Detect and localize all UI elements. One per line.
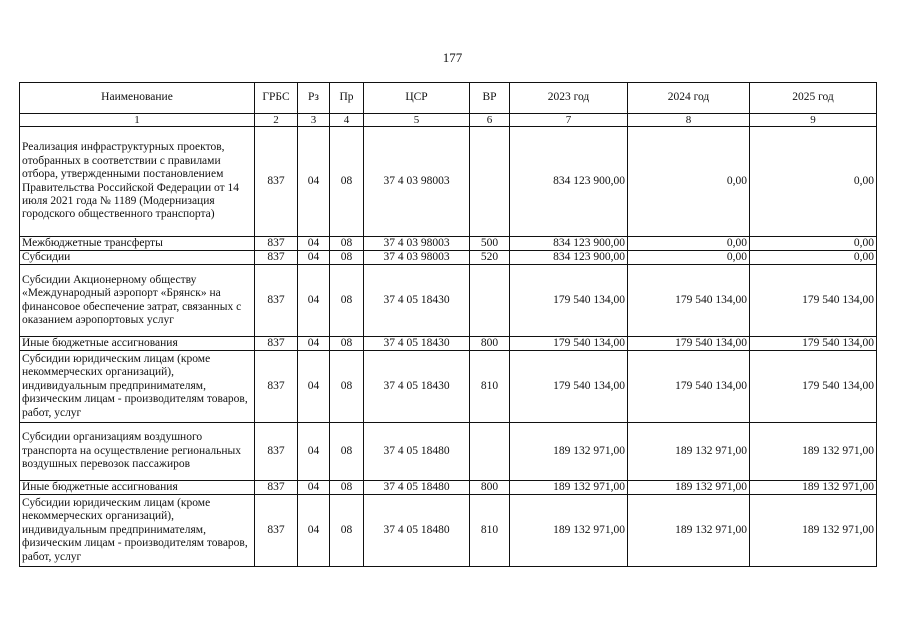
row-csr: 37 4 05 18480: [364, 495, 470, 567]
row-csr: 37 4 05 18480: [364, 481, 470, 495]
row-pr: 08: [330, 495, 364, 567]
row-pr: 08: [330, 481, 364, 495]
table-row: [20, 495, 877, 567]
table-row: [20, 351, 877, 423]
row-pr: 08: [330, 127, 364, 237]
row-name: Субсидии юридическим лицам (кроме некоммерческих организаций), индивидуальным предпринимателям, физическим лицам - производителям товаров, работ, услуг: [20, 495, 255, 567]
row-2024: 0,00: [628, 127, 750, 237]
table-row: [20, 127, 877, 237]
row-2025: 179 540 134,00: [750, 351, 877, 423]
row-vr: 810: [470, 495, 510, 567]
column-number: 4: [330, 114, 364, 127]
row-2024: 189 132 971,00: [628, 495, 750, 567]
row-grbs: 837: [255, 351, 298, 423]
row-rz: 04: [298, 423, 330, 481]
row-2024: 0,00: [628, 251, 750, 265]
budget-table: [19, 82, 877, 567]
row-2023: 189 132 971,00: [510, 495, 628, 567]
header-2023: 2023 год: [510, 83, 628, 114]
row-name: Субсидии: [20, 251, 255, 265]
row-name: Субсидии Акционерному обществу «Международный аэропорт «Брянск» на финансовое обеспечение затрат, связанных с оказанием аэропортовых услуг: [20, 265, 255, 337]
column-number-row: [20, 114, 877, 127]
row-name: Иные бюджетные ассигнования: [20, 481, 255, 495]
row-rz: 04: [298, 127, 330, 237]
row-vr: [470, 423, 510, 481]
row-2025: 0,00: [750, 127, 877, 237]
row-rz: 04: [298, 481, 330, 495]
row-2023: 189 132 971,00: [510, 423, 628, 481]
row-2025: 0,00: [750, 237, 877, 251]
row-name: Реализация инфраструктурных проектов, отобранных в соответствии с правилами отбора, утвержденными постановлением Правительства Российской Федерации от 14 июля 2021 года № 1189 (Модернизация городского общественного транспорта): [20, 127, 255, 237]
row-2024: 179 540 134,00: [628, 337, 750, 351]
row-pr: 08: [330, 265, 364, 337]
row-2023: 834 123 900,00: [510, 237, 628, 251]
row-2024: 189 132 971,00: [628, 481, 750, 495]
table-row: [20, 481, 877, 495]
header-row: [20, 83, 877, 114]
row-csr: 37 4 03 98003: [364, 127, 470, 237]
column-number: 6: [470, 114, 510, 127]
row-2024: 179 540 134,00: [628, 351, 750, 423]
row-pr: 08: [330, 351, 364, 423]
row-grbs: 837: [255, 337, 298, 351]
row-name: Субсидии организациям воздушного транспорта на осуществление региональных воздушных перевозок пассажиров: [20, 423, 255, 481]
row-pr: 08: [330, 337, 364, 351]
page-number: 177: [442, 50, 463, 65]
row-name: Межбюджетные трансферты: [20, 237, 255, 251]
row-rz: 04: [298, 265, 330, 337]
row-pr: 08: [330, 237, 364, 251]
header-name: Наименование: [20, 83, 255, 114]
column-number: 2: [255, 114, 298, 127]
row-pr: 08: [330, 423, 364, 481]
row-grbs: 837: [255, 265, 298, 337]
table-row: [20, 237, 877, 251]
row-csr: 37 4 05 18430: [364, 337, 470, 351]
header-csr: ЦСР: [364, 83, 470, 114]
row-rz: 04: [298, 351, 330, 423]
row-2023: 179 540 134,00: [510, 265, 628, 337]
table-row: [20, 337, 877, 351]
row-rz: 04: [298, 337, 330, 351]
row-2023: 834 123 900,00: [510, 127, 628, 237]
row-grbs: 837: [255, 423, 298, 481]
column-number: 7: [510, 114, 628, 127]
row-csr: 37 4 03 98003: [364, 251, 470, 265]
column-number: 8: [628, 114, 750, 127]
row-name: Иные бюджетные ассигнования: [20, 337, 255, 351]
header-grbs: ГРБС: [255, 83, 298, 114]
row-2024: 0,00: [628, 237, 750, 251]
row-vr: 500: [470, 237, 510, 251]
row-pr: 08: [330, 251, 364, 265]
row-2024: 179 540 134,00: [628, 265, 750, 337]
row-csr: 37 4 03 98003: [364, 237, 470, 251]
row-grbs: 837: [255, 495, 298, 567]
table-row: [20, 265, 877, 337]
row-name: Субсидии юридическим лицам (кроме некоммерческих организаций), индивидуальным предпринимателям, физическим лицам - производителям товаров, работ, услуг: [20, 351, 255, 423]
row-vr: 800: [470, 337, 510, 351]
row-rz: 04: [298, 237, 330, 251]
row-2025: 189 132 971,00: [750, 495, 877, 567]
row-csr: 37 4 05 18480: [364, 423, 470, 481]
row-vr: [470, 127, 510, 237]
table-row: [20, 251, 877, 265]
column-number: 5: [364, 114, 470, 127]
row-grbs: 837: [255, 127, 298, 237]
header-2025: 2025 год: [750, 83, 877, 114]
header-2024: 2024 год: [628, 83, 750, 114]
row-2023: 189 132 971,00: [510, 481, 628, 495]
row-vr: 800: [470, 481, 510, 495]
row-grbs: 837: [255, 237, 298, 251]
table-row: [20, 423, 877, 481]
row-grbs: 837: [255, 481, 298, 495]
row-rz: 04: [298, 251, 330, 265]
column-number: 9: [750, 114, 877, 127]
header-pr: Пр: [330, 83, 364, 114]
row-2023: 179 540 134,00: [510, 351, 628, 423]
column-number: 1: [20, 114, 255, 127]
header-vr: ВР: [470, 83, 510, 114]
row-2023: 179 540 134,00: [510, 337, 628, 351]
row-vr: 520: [470, 251, 510, 265]
row-vr: [470, 265, 510, 337]
row-2025: 179 540 134,00: [750, 337, 877, 351]
row-2025: 0,00: [750, 251, 877, 265]
row-2025: 189 132 971,00: [750, 423, 877, 481]
row-vr: 810: [470, 351, 510, 423]
row-csr: 37 4 05 18430: [364, 265, 470, 337]
row-csr: 37 4 05 18430: [364, 351, 470, 423]
row-rz: 04: [298, 495, 330, 567]
row-2025: 189 132 971,00: [750, 481, 877, 495]
row-2024: 189 132 971,00: [628, 423, 750, 481]
column-number: 3: [298, 114, 330, 127]
row-2023: 834 123 900,00: [510, 251, 628, 265]
row-2025: 179 540 134,00: [750, 265, 877, 337]
row-grbs: 837: [255, 251, 298, 265]
header-rz: Рз: [298, 83, 330, 114]
